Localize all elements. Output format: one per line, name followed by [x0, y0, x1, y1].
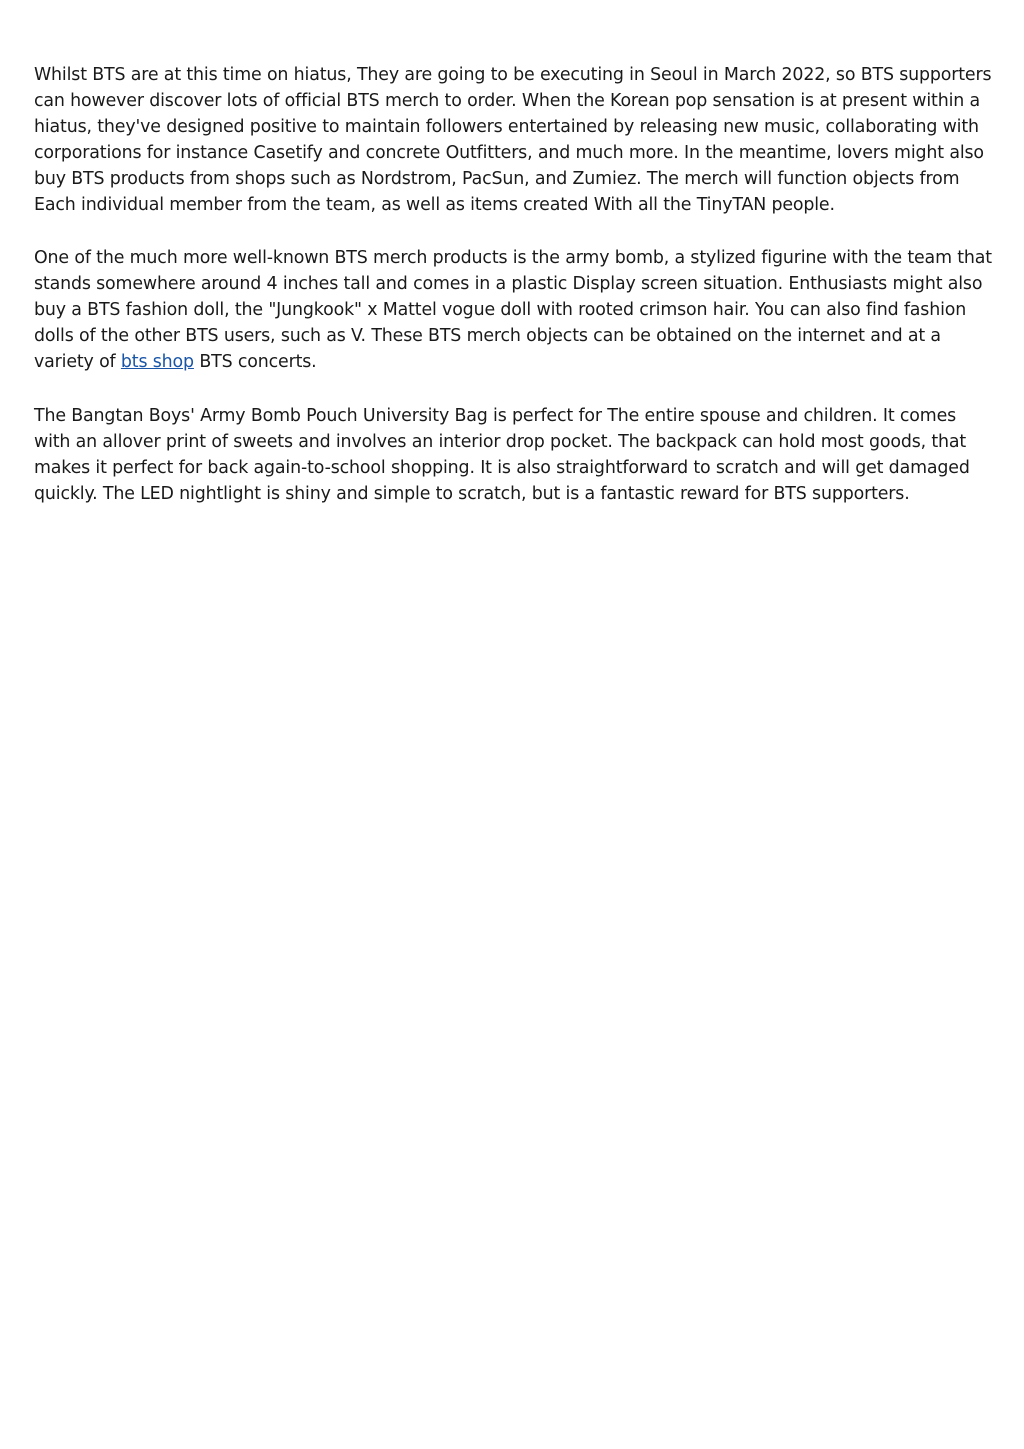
paragraph-2-text-after: BTS concerts. — [193, 352, 317, 373]
document-body — [34, 63, 992, 536]
paragraph-2-text-before: One of the much more well-known BTS merch products is the army bomb, a stylized figurine with the team that stands somewhere around 4 inches tall and comes in a plastic Display screen situation. Enthusiasts might also buy a BTS fashion doll, the "Jungkook" x Mattel vogue doll with rooted crimson hair. You can also find fashion dolls of the other BTS users, such as V. These BTS merch objects can be obtained on the internet and at a variety of — [34, 248, 992, 373]
bts-shop-link[interactable]: bts shop — [120, 352, 194, 373]
paragraph-3: The Bangtan Boys' Army Bomb Pouch University Bag is perfect for The entire spouse and children. It comes with an allover print of sweets and involves an interior drop pocket. The backpack can hold most goods, that makes it perfect for back again-to-school shopping. It is also straightforward to scratch and will get damaged quickly. The LED nightlight is shiny and simple to scratch, but is a fantastic reward for BTS supporters. — [34, 405, 970, 504]
paragraph-2 — [34, 246, 992, 376]
paragraph-1: Whilst BTS are at this time on hiatus, They are going to be executing in Seoul in March 2022, so BTS supporters can however discover lots of official BTS merch to order. When the Korean pop sensation is at present within a hiatus, they've designed positive to maintain followers entertained by releasing new music, collaborating with corporations for instance Casetify and concrete Outfitters, and much more. In the meantime, lovers might also buy BTS products from shops such as Nordstrom, PacSun, and Zumiez. The merch will function objects from Each individual member from the team, as well as items created With all the TinyTAN people. — [34, 65, 992, 215]
